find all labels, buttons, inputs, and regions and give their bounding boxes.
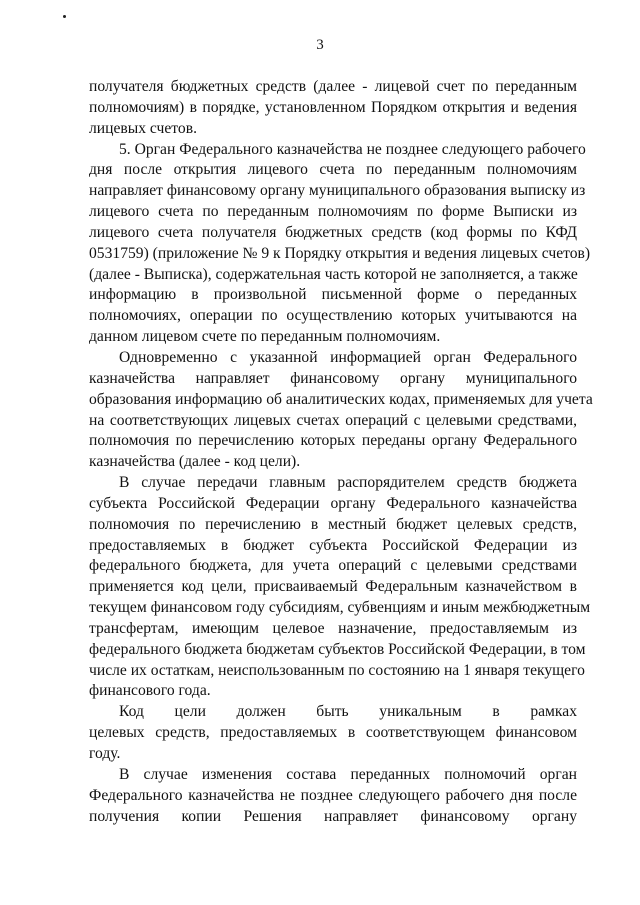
text-line: числе их остаткам, неиспользованным по состоянию на 1 января текущего bbox=[89, 661, 585, 679]
text-line: получения копии Решения направляет финансовому органу bbox=[89, 807, 577, 825]
text-line: применяется код цели, присваиваемый Федеральным казначейством в bbox=[89, 578, 577, 596]
paragraph bbox=[89, 765, 577, 828]
text-line: полномочия по перечислению которых переданы органу Федерального bbox=[89, 432, 577, 450]
text-line: субъекта Российской Федерации органу Федерального казначейства bbox=[89, 494, 577, 512]
text-line: Код цели должен быть уникальным в рамках bbox=[119, 703, 577, 721]
text-line: предоставляемых в бюджет субъекта Российской Федерации из bbox=[89, 536, 577, 554]
text-line: федерального бюджета, для учета операций с целевыми средствами bbox=[89, 557, 577, 575]
text-line: 0531759) (приложение № 9 к Порядку открытия и ведения лицевых счетов) bbox=[89, 244, 591, 262]
text-line: (далее - Выписка), содержательная часть которой не заполняется, а также bbox=[89, 265, 578, 283]
text-line: В случае передачи главным распорядителем средств бюджета bbox=[119, 474, 577, 492]
text-line: лицевых счетов. bbox=[89, 119, 197, 137]
paragraph bbox=[89, 140, 591, 348]
text-line: направляет финансовому органу муниципального образования выписку из bbox=[89, 182, 586, 200]
page-number: 3 bbox=[316, 37, 324, 53]
text-line: казначейства (далее - код цели). bbox=[89, 453, 301, 471]
text-line: полномочиях, операции по осуществлению которых учитываются на bbox=[89, 307, 577, 325]
text-line: году. bbox=[89, 745, 121, 762]
text-line: финансового года. bbox=[89, 682, 211, 700]
text-line: полномочия по перечислению в местный бюджет целевых средств, bbox=[89, 515, 577, 533]
text-line: трансфертам, имеющим целевое назначение, предоставляемым из bbox=[89, 619, 577, 637]
paragraph bbox=[89, 77, 577, 140]
text-line: казначейства направляет финансовому органу муниципального bbox=[89, 369, 577, 387]
text-line: Одновременно с указанной информацией орган Федерального bbox=[119, 348, 577, 366]
text-line: дня после открытия лицевого счета по переданным полномочиям bbox=[89, 161, 577, 179]
paragraph bbox=[89, 702, 577, 765]
text-line: образования информацию об аналитических кодах, применяемых для учета bbox=[89, 390, 593, 408]
text-line: на соответствующих лицевых счетах операций с целевыми средствами, bbox=[89, 411, 577, 429]
text-line: лицевого счета по переданным полномочиям по форме Выписки из bbox=[89, 203, 577, 221]
text-line: В случае изменения состава переданных полномочий орган bbox=[119, 765, 577, 783]
text-line: информацию в произвольной письменной форме о переданных bbox=[89, 286, 577, 304]
paragraph bbox=[89, 473, 591, 702]
text-line: текущем финансовом году субсидиям, субвенциям и иным межбюджетным bbox=[89, 599, 591, 617]
text-line: полномочиям) в порядке, установленном Порядком открытия и ведения bbox=[89, 98, 577, 116]
text-line: 5. Орган Федерального казначейства не позднее следующего рабочего bbox=[119, 140, 586, 158]
scan-mark bbox=[63, 15, 66, 18]
text-line: получателя бюджетных средств (далее - лицевой счет по переданным bbox=[89, 78, 577, 95]
text-line: целевых средств, предоставляемых в соответствующем финансовом bbox=[89, 724, 577, 742]
paragraph bbox=[89, 348, 593, 473]
text-line: Федерального казначейства не позднее следующего рабочего дня после bbox=[89, 786, 577, 804]
text-line: лицевого счета получателя бюджетных средств (код формы по КФД bbox=[89, 223, 577, 241]
text-line: федерального бюджета бюджетам субъектов Российской Федерации, в том bbox=[89, 640, 586, 658]
document-body bbox=[89, 77, 593, 827]
text-line: данном лицевом счете по переданным полномочиям. bbox=[89, 328, 441, 346]
